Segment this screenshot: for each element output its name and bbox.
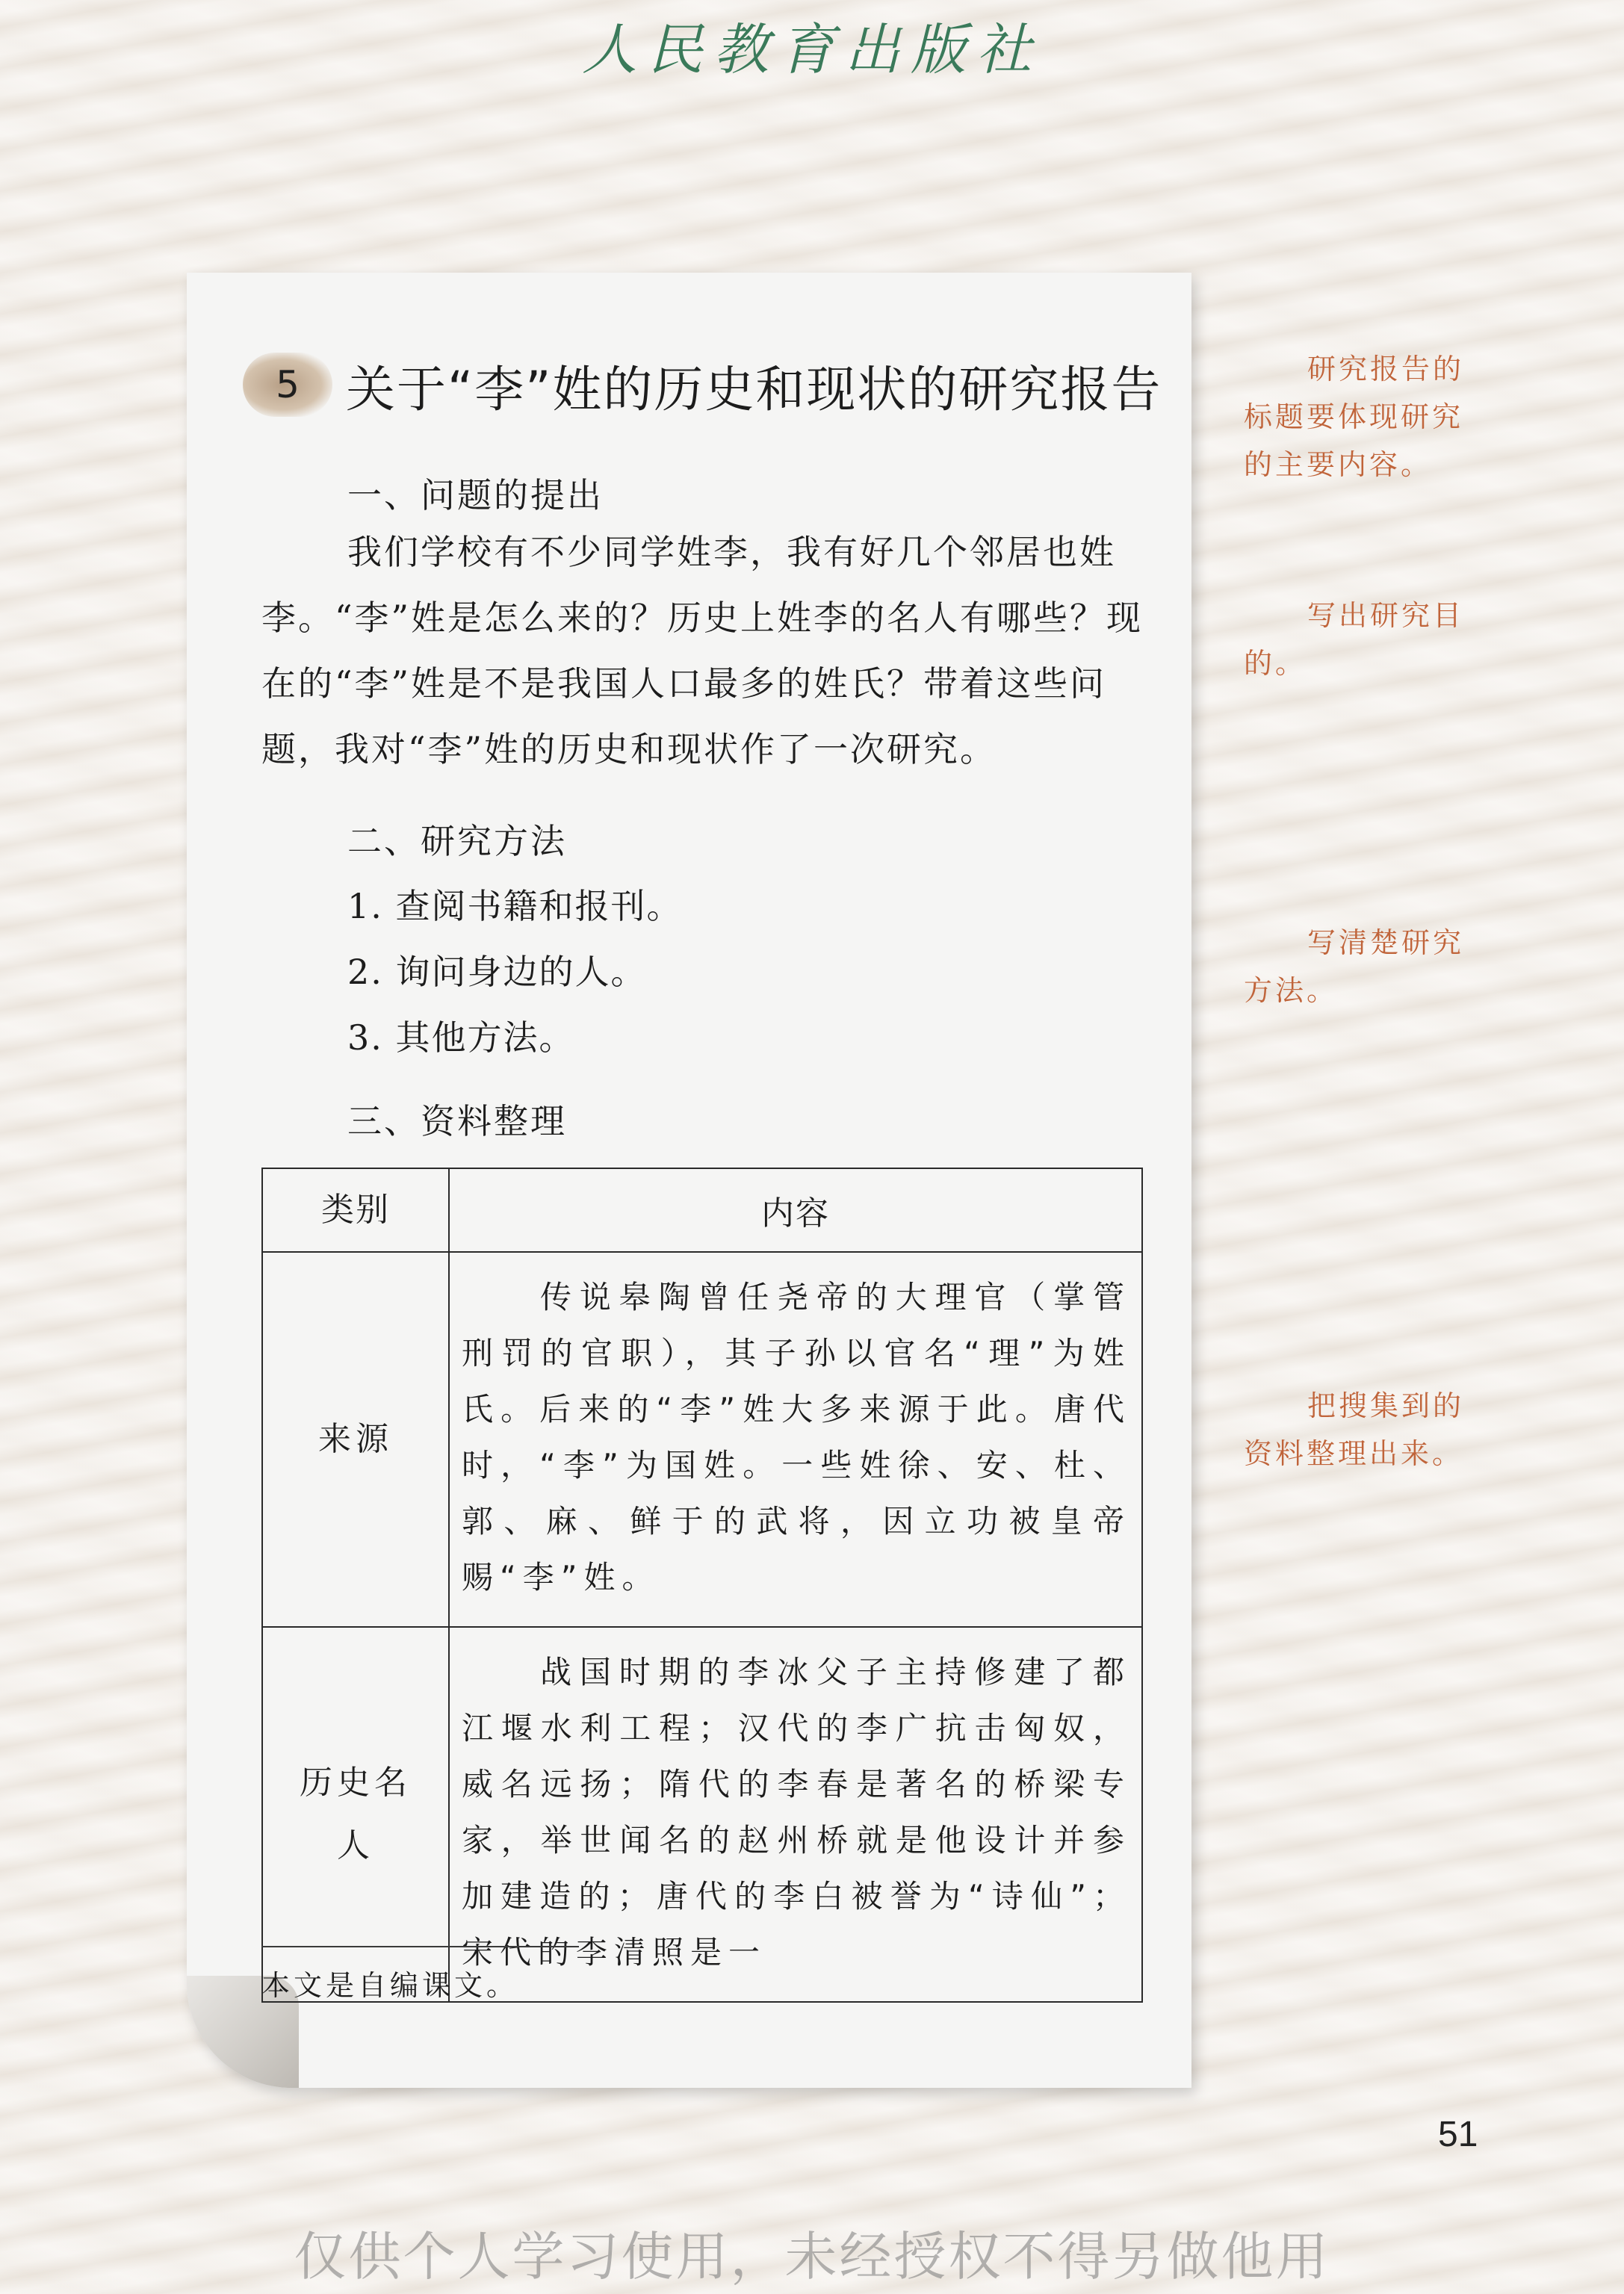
lesson-title-text: 关于“李”姓的历史和现状的研究报告 [346, 360, 1162, 418]
page-number: 51 [1438, 2115, 1478, 2154]
table-header-row [262, 1168, 1142, 1252]
margin-note-data: 把搜集到的资料整理出来。 [1244, 1389, 1465, 1470]
method-item: 3. 其他方法。 [347, 1017, 575, 1058]
table-row [262, 1252, 1142, 1627]
table-cell-content: 传说皋陶曾任尧帝的大理官（掌管刑罚的官职），其子孙以官名“理”为姓氏。后来的“李”姓大多来源于此。唐代时，“李”为国姓。一些姓徐、安、杜、郭、麻、鲜于的武将，因立功被皇帝赐“李”姓。 [449, 1252, 1142, 1627]
watermark: 仅供个人学习使用，未经授权不得另做他用 [294, 2226, 1330, 2287]
lesson-title [243, 347, 1184, 422]
table-cell-category: 来源 [262, 1252, 449, 1627]
section-heading-data: 三、资料整理 [347, 1101, 567, 1141]
section-heading-method: 二、研究方法 [347, 821, 567, 861]
lesson-number-badge: 5 [243, 353, 332, 417]
publisher-logo: 人民教育出版社 [582, 18, 1042, 82]
table-cell-content: 战国时期的李冰父子主持修建了都江堰水利工程；汉代的李广抗击匈奴，威名远扬；隋代的李春是著名的桥梁专家，举世闻名的赵州桥就是他设计并参加建造的；唐代的李白被誉为“诗仙”；宋代的李清照是一 [449, 1627, 1142, 2002]
intro-paragraph: 我们学校有不少同学姓李，我有好几个邻居也姓李。“李”姓是怎么来的？历史上姓李的名人有哪些？现在的“李”姓是不是我国人口最多的姓氏？带着这些问题，我对“李”姓的历史和现状作了一次研究。 [261, 532, 1144, 769]
margin-note-method: 写清楚研究方法。 [1244, 926, 1465, 1007]
lesson-card [187, 273, 1191, 2088]
table-header-content: 内容 [449, 1168, 1142, 1252]
margin-note-title: 研究报告的标题要体现研究的主要内容。 [1244, 353, 1465, 481]
section-heading-problem: 一、问题的提出 [347, 475, 604, 515]
footnote-rule [261, 1946, 579, 1947]
footnote: 本文是自编课文。 [261, 1969, 519, 2002]
margin-note-purpose: 写出研究目的。 [1244, 599, 1465, 680]
method-item: 1. 查阅书籍和报刊。 [347, 886, 683, 926]
data-table [261, 1168, 1143, 2003]
table-header-category: 类别 [262, 1168, 449, 1252]
table-cell-category: 历史名人 [262, 1627, 449, 2002]
method-item: 2. 询问身边的人。 [347, 952, 647, 992]
